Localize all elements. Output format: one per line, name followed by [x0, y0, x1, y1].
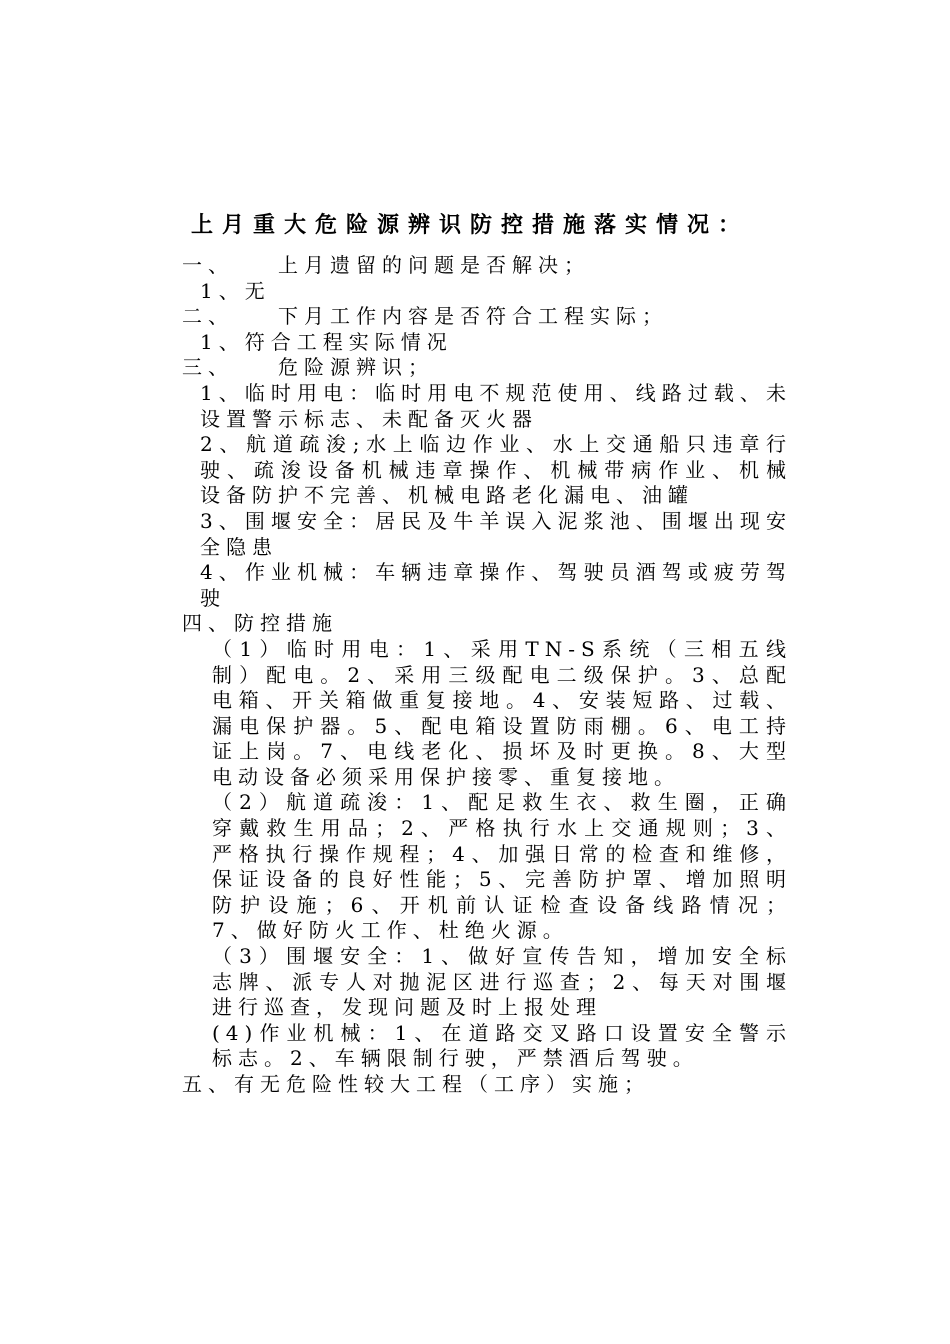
section-heading-1: [150, 253, 792, 279]
hazard-item: 2、航道疏浚;水上临边作业、水上交通船只违章行驶、疏浚设备机械违章操作、机械带病作业、机械设备防护不完善、机械电路老化漏电、油罐: [200, 432, 792, 508]
section-heading-3: [150, 355, 792, 381]
section-text: 下月工作内容是否符合工程实际；: [278, 304, 668, 329]
measure-item: （3）围堰安全：1、做好宣传告知，增加安全标志牌、派专人对抛泥区进行巡查；2、每天对围堰进行巡查，发现问题及时上报处理: [212, 944, 792, 1020]
section-heading-5: 五、有无危险性较大工程（工序）实施；: [182, 1072, 650, 1096]
measure-item: （1）临时用电：1、采用TN-S系统（三相五线制）配电。2、采用三级配电二级保护。3、总配电箱、开关箱做重复接地。4、安装短路、过载、漏电保护器。5、配电箱设置防雨棚。6、电工持证上岗。7、电线老化、损坏及时更换。8、大型电动设备必须采用保护接零、重复接地。: [212, 636, 792, 789]
section-number: 三、: [182, 355, 234, 380]
measure-item: (4)作业机械：1、在道路交叉路口设置安全警示标志。2、车辆限制行驶，严禁酒后驾驶。: [212, 1020, 792, 1071]
section-heading-2: [150, 304, 792, 330]
section-text: 上月遗留的问题是否解决；: [278, 253, 590, 277]
section-text: 危险源辨识；: [278, 355, 434, 380]
section-2-item: 1、符合工程实际情况: [200, 329, 453, 354]
section-1-item: 1、无: [200, 278, 271, 303]
section-heading-4: 四、防控措施: [182, 611, 338, 636]
document-body: [150, 253, 792, 1098]
section-number: 二、: [182, 304, 234, 329]
hazard-item: 3、围堰安全：居民及牛羊误入泥浆池、围堰出现安全隐患: [200, 508, 792, 559]
measure-item: （2）航道疏浚：1、配足救生衣、救生圈，正确穿戴救生用品；2、严格执行水上交通规则；3、严格执行操作规程；4、加强日常的检查和维修，保证设备的良好性能；5、完善防护罩、增加照明防护设施；6、开机前认证检查设备线路情况；7、做好防火工作、杜绝火源。: [212, 790, 792, 943]
hazard-item: 4、作业机械：车辆违章操作、驾驶员酒驾或疲劳驾驶: [200, 560, 792, 610]
document-title: 上月重大危险源辨识防控措施落实情况：: [190, 212, 749, 238]
section-number: 一、: [182, 253, 234, 277]
hazard-item: 1、临时用电：临时用电不规范使用、线路过载、未设置警示标志、未配备灭火器: [200, 380, 792, 431]
